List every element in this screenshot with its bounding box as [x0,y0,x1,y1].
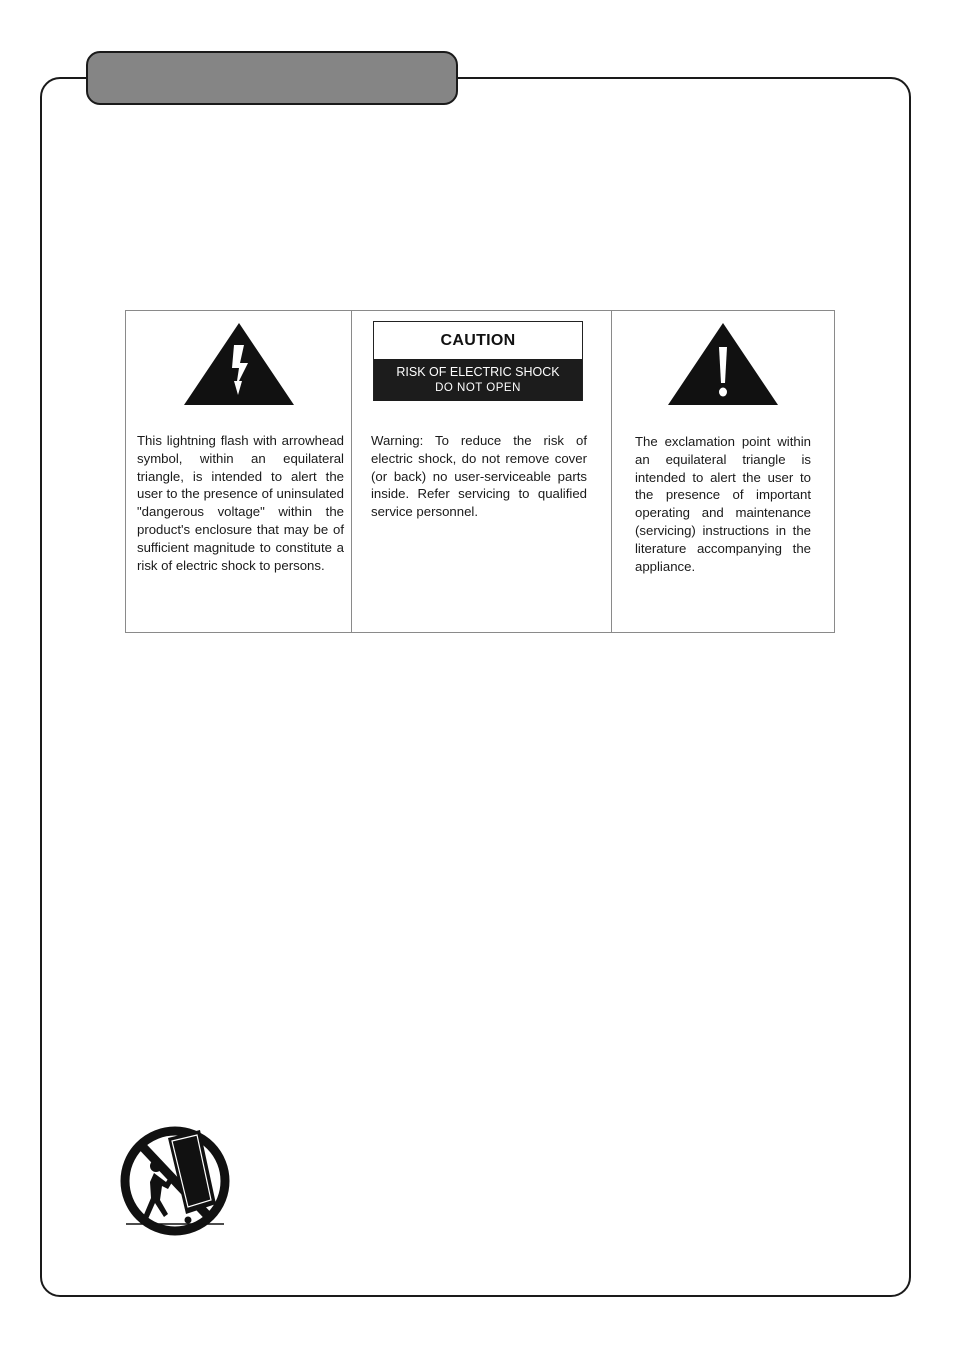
no-handcart-tip-icon [118,1124,232,1238]
caution-label [373,321,583,401]
page-frame [40,77,911,1297]
section-title-tab [86,51,458,105]
caution-line-do-not-open: DO NOT OPEN [435,382,521,394]
exclamation-triangle-icon [666,321,780,407]
caution-title: CAUTION [440,332,516,349]
caution-line-risk: RISK OF ELECTRIC SHOCK [396,365,560,379]
column-divider [611,311,612,632]
safety-symbols-table [125,310,835,633]
caution-band [374,359,582,401]
lightning-warning-text: This lightning flash with arrowhead symbol, within an equilateral triangle, is intended to alert the user to the presence of uninsulated "dangerous voltage" within the product's enclosure that may be of sufficient magnitude to constitute a risk of electric shock to persons. [137,433,344,573]
column-divider [351,311,352,632]
caution-warning-text: Warning: To reduce the risk of electric shock, do not remove cover (or back) no user-serviceable parts inside. Refer servicing to qualified service personnel. [371,433,587,520]
lightning-triangle-icon [182,321,296,407]
exclamation-warning-text: The exclamation point within an equilateral triangle is intended to alert the user to the presence of important operating and maintenance (servicing) instructions in the literature accompanying the appliance. [635,434,811,574]
